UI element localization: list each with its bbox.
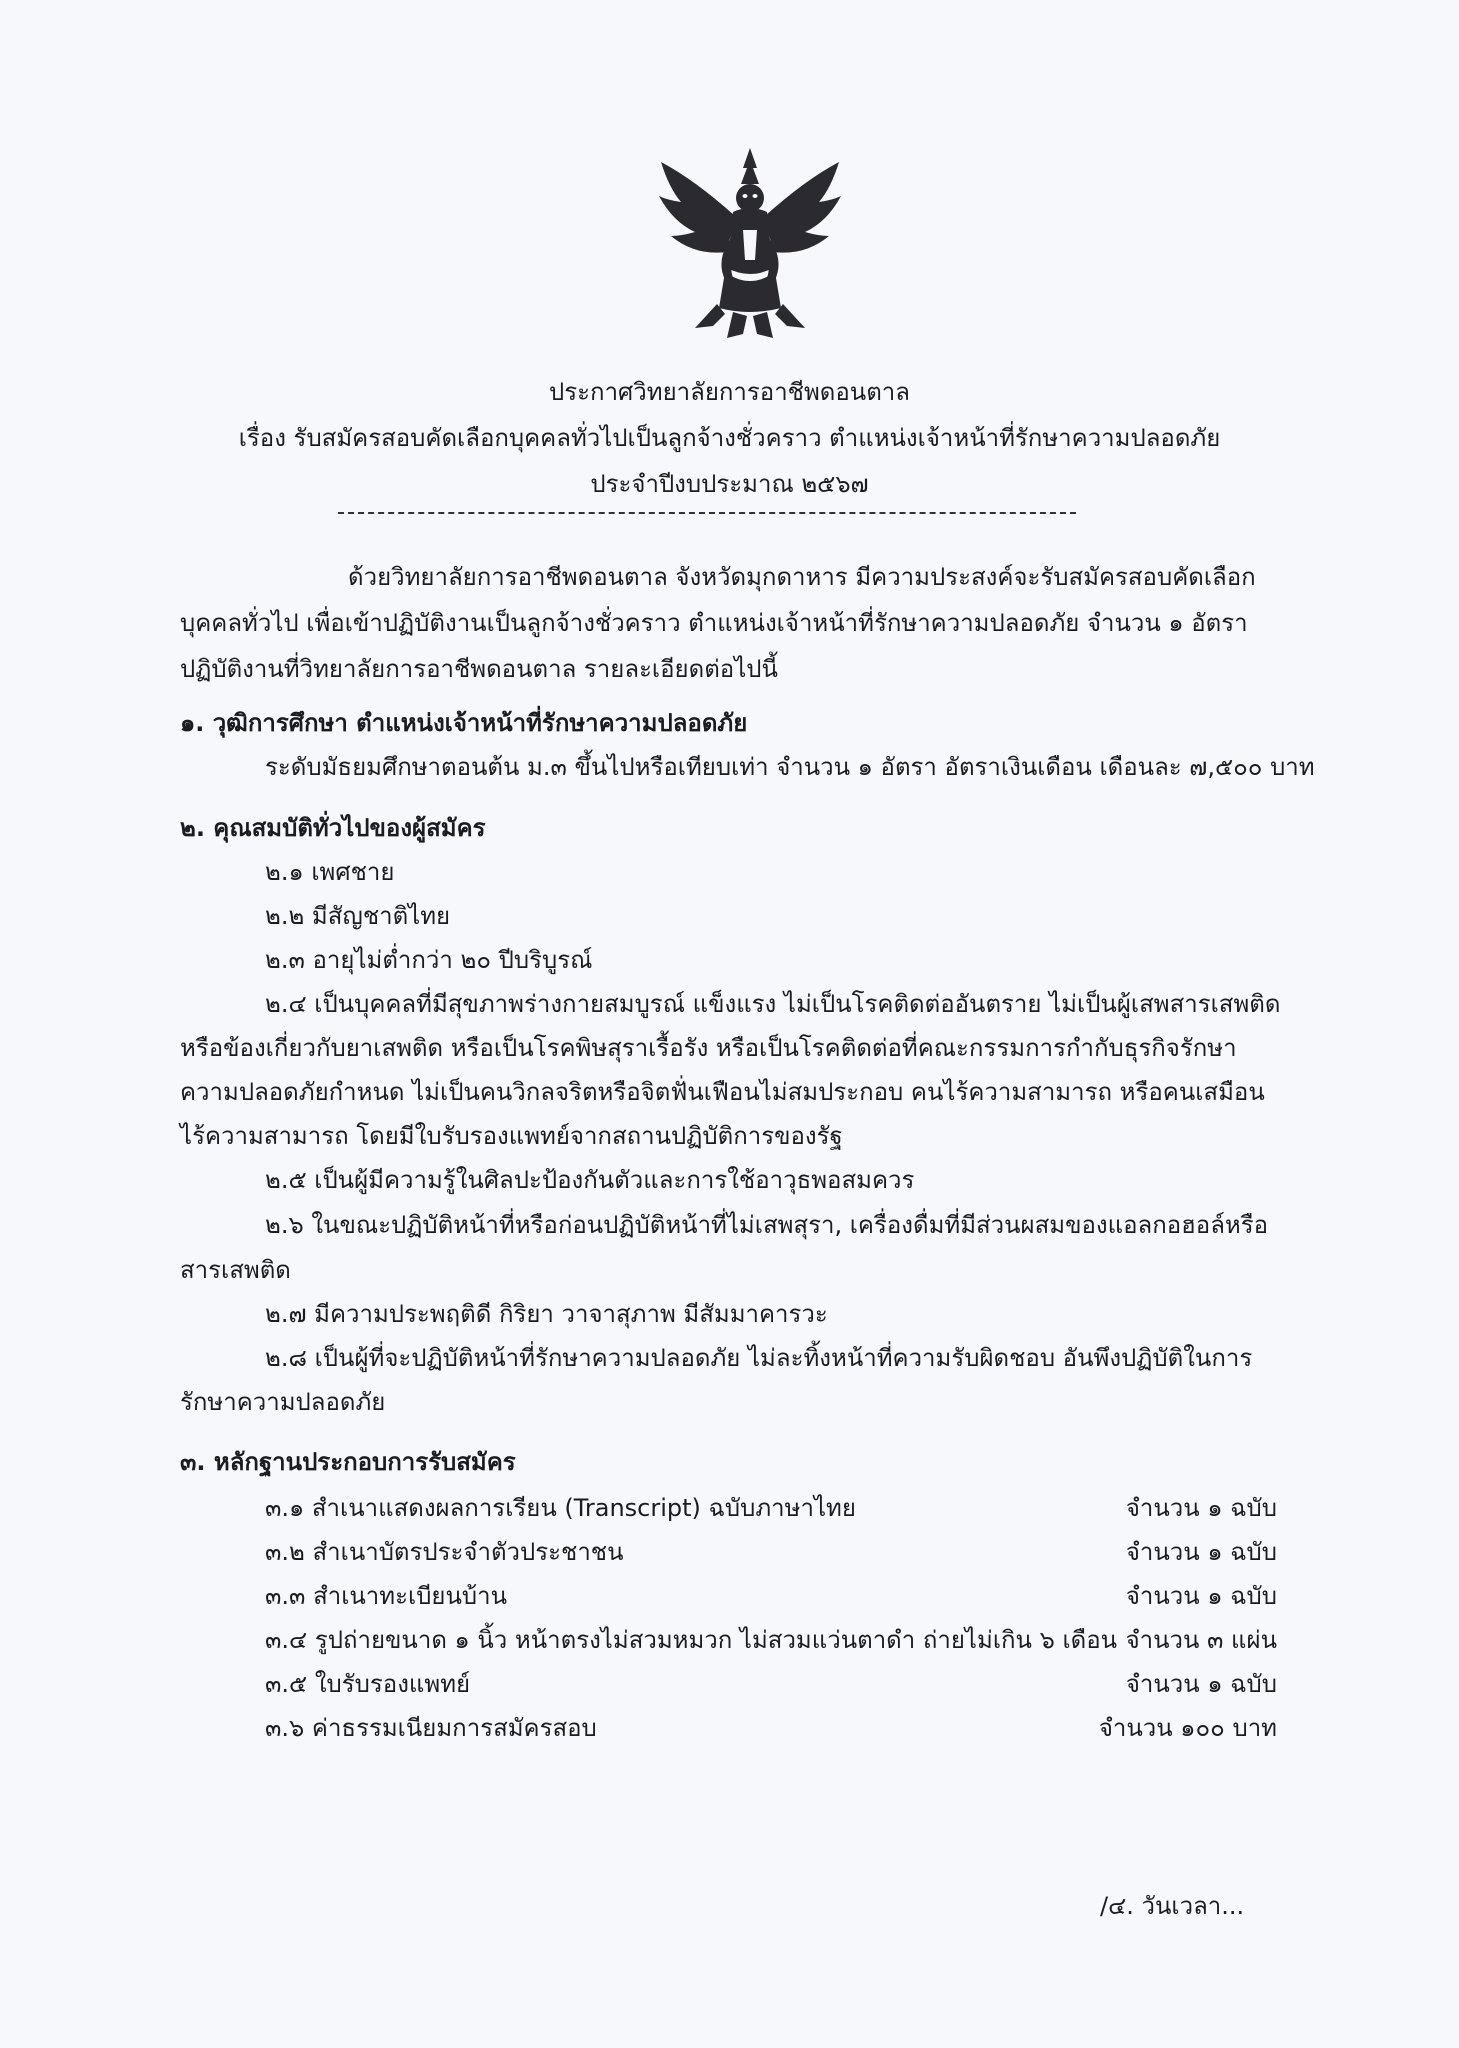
section-1-heading: ๑. วุฒิการศึกษา ตำแหน่งเจ้าหน้าที่รักษาความปลอดภัย [180, 709, 748, 737]
qualification-item: ๒.๖ ในขณะปฏิบัติหน้าที่หรือก่อนปฏิบัติหน้าที่ไม่เสพสุรา, เครื่องดื่มที่มีส่วนผสมของแอลกอฮอล์หรือ [265, 1211, 1269, 1239]
document-item-amount: จำนวน ๑ ฉบับ [1125, 1538, 1277, 1566]
qualification-item: ความปลอดภัยกำหนด ไม่เป็นคนวิกลจริตหรือจิตฟั่นเฟือนไม่สมประกอบ คนไร้ความสามารถ หรือคนเสมือน [180, 1078, 1265, 1106]
intro-line: ด้วยวิทยาลัยการอาชีพดอนตาล จังหวัดมุกดาหาร มีความประสงค์จะรับสมัครสอบคัดเลือก [348, 563, 1256, 591]
qualification-item: ๒.๘ เป็นผู้ที่จะปฏิบัติหน้าที่รักษาความปลอดภัย ไม่ละทิ้งหน้าที่ความรับผิดชอบ อันพึงปฏิบัติในการ [265, 1344, 1253, 1372]
qualification-item: ๒.๕ เป็นผู้มีความรู้ในศิลปะป้องกันตัวและการใช้อาวุธพอสมควร [265, 1166, 915, 1194]
qualification-item: สารเสพติด [180, 1256, 291, 1284]
separator-line [338, 512, 1076, 514]
document-item-label: ๓.๖ ค่าธรรมเนียมการสมัครสอบ [265, 1714, 597, 1742]
document-item-amount: จำนวน ๑ ฉบับ [1125, 1494, 1277, 1522]
document-item-label: ๓.๕ ใบรับรองแพทย์ [265, 1670, 471, 1698]
continuation-note: /๔. วันเวลา... [1100, 1892, 1245, 1920]
document-item-amount: จำนวน ๑ ฉบับ [1125, 1582, 1277, 1610]
document-item-amount: จำนวน ๑ ฉบับ [1125, 1670, 1277, 1698]
document-item-amount: จำนวน ๑๐๐ บาท [1098, 1714, 1277, 1742]
qualification-item: ๒.๔ เป็นบุคคลที่มีสุขภาพร่างกายสมบูรณ์ แข็งแรง ไม่เป็นโรคติดต่ออันตราย ไม่เป็นผู้เสพสารเสพติด [265, 990, 1281, 1018]
intro-line: ปฏิบัติงานที่วิทยาลัยการอาชีพดอนตาล รายละเอียดต่อไปนี้ [180, 655, 778, 683]
qualification-item: ๒.๑ เพศชาย [265, 858, 395, 886]
qualification-item: ไร้ความสามารถ โดยมีใบรับรองแพทย์จากสถานปฏิบัติการของรัฐ [180, 1122, 843, 1150]
document-item-label: ๓.๒ สำเนาบัตรประจำตัวประชาชน [265, 1538, 624, 1566]
garuda-emblem [655, 140, 845, 345]
document-item-label: ๓.๑ สำเนาแสดงผลการเรียน (Transcript) ฉบับภาษาไทย [265, 1494, 856, 1522]
announcement-subject: เรื่อง รับสมัครสอบคัดเลือกบุคคลทั่วไปเป็นลูกจ้างชั่วคราว ตำแหน่งเจ้าหน้าที่รักษาความปลอดภัย [238, 424, 1221, 452]
announcement-title: ประกาศวิทยาลัยการอาชีพดอนตาล [549, 378, 910, 406]
document-item-label: ๓.๔ รูปถ่ายขนาด ๑ นิ้ว หน้าตรงไม่สวมหมวก ไม่สวมแว่นตาดำ ถ่ายไม่เกิน ๖ เดือน [265, 1626, 1118, 1654]
fiscal-year: ประจำปีงบประมาณ ๒๕๖๗ [590, 470, 869, 498]
section-2-heading: ๒. คุณสมบัติทั่วไปของผู้สมัคร [180, 814, 486, 842]
document-item-label: ๓.๓ สำเนาทะเบียนบ้าน [265, 1582, 508, 1610]
intro-line: บุคคลทั่วไป เพื่อเข้าปฏิบัติงานเป็นลูกจ้างชั่วคราว ตำแหน่งเจ้าหน้าที่รักษาความปลอดภัย จำนวน ๑ อัตรา [180, 609, 1248, 637]
qualification-item: รักษาความปลอดภัย [180, 1388, 386, 1416]
section-1-text: ระดับมัธยมศึกษาตอนต้น ม.๓ ขึ้นไปหรือเทียบเท่า จำนวน ๑ อัตรา อัตราเงินเดือน เดือนละ ๗,๕๐๐ บาท [265, 753, 1315, 781]
document-item-amount: จำนวน ๓ แผ่น [1125, 1626, 1277, 1654]
qualification-item: ๒.๓ อายุไม่ต่ำกว่า ๒๐ ปีบริบูรณ์ [265, 946, 593, 974]
qualification-item: ๒.๒ มีสัญชาติไทย [265, 902, 451, 930]
section-3-heading: ๓. หลักฐานประกอบการรับสมัคร [180, 1448, 516, 1476]
qualification-item: หรือข้องเกี่ยวกับยาเสพติด หรือเป็นโรคพิษสุราเรื้อรัง หรือเป็นโรคติดต่อที่คณะกรรมการกำกับธุรกิจรักษา [180, 1034, 1237, 1062]
qualification-item: ๒.๗ มีความประพฤติดี กิริยา วาจาสุภาพ มีสัมมาคารวะ [265, 1300, 828, 1328]
